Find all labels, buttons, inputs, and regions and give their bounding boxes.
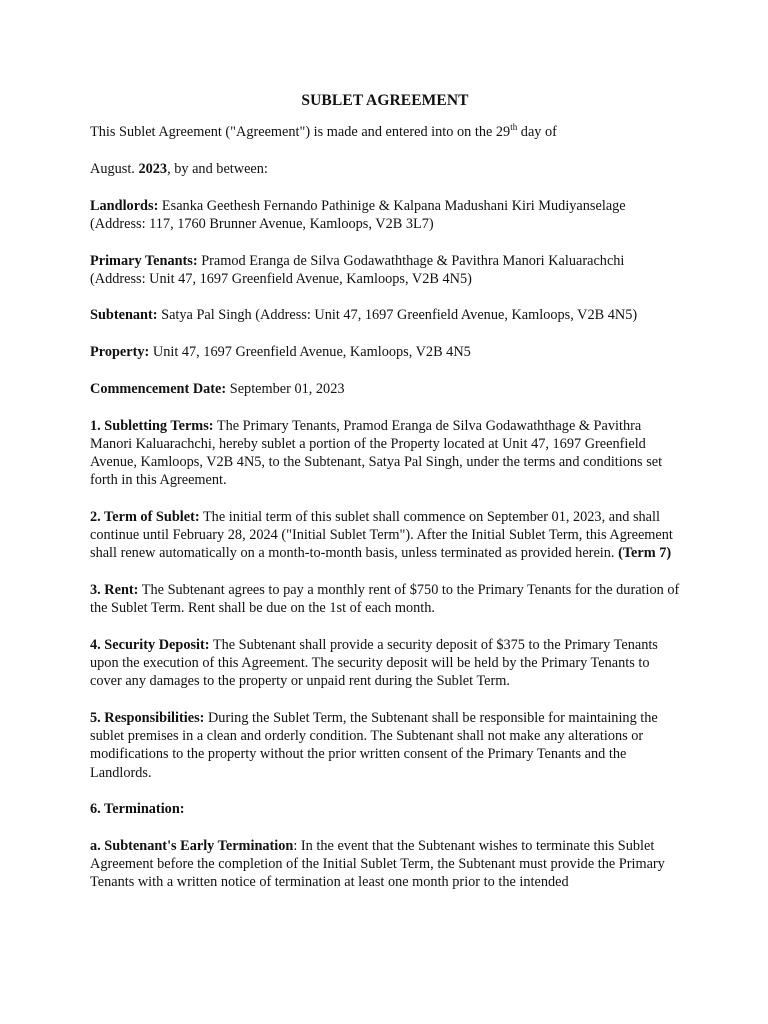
date-year: 2023 — [138, 160, 168, 177]
section-rent — [90, 581, 680, 617]
subsection-heading: a. Subtenant's Early Termination — [90, 837, 294, 854]
date-paragraph — [90, 160, 680, 178]
date-rest: , by and between: — [167, 160, 268, 177]
section-text: The Subtenant agrees to pay a monthly rent of $750 to the Primary Tenants for the duration of the Sublet Term. Rent shall be due on the 1st of each month. — [90, 581, 680, 617]
section-text: : In the event that the Subtenant wishes to terminate this Sublet Agreement before the completion of the Initial Sublet Term, the Subtenant must provide the Primary Tenants with a written notice of termination at least one month prior to the intended — [90, 837, 665, 891]
section-responsibilities — [90, 709, 680, 782]
intro-text-end: day of — [517, 124, 557, 141]
commencement-label: Commencement Date: — [90, 380, 227, 397]
section-text: The Primary Tenants, Pramod Eranga de Silva Godawaththage & Pavithra Manori Kaluarachchi, hereby sublet a portion of the Property located at Unit 47, 1697 Greenfield Avenue, Kamloops, V2B 4N5, to the Subtenant, Satya Pal Singh, under the terms and conditions set forth in this Agreement. — [90, 417, 663, 489]
subtenant-label: Subtenant: — [90, 307, 158, 324]
primary-tenants-paragraph — [90, 252, 680, 288]
document-title: SUBLET AGREEMENT — [301, 92, 469, 109]
date-month: August. — [90, 160, 139, 177]
term-reference: (Term 7) — [618, 545, 672, 562]
landlords-label: Landlords: — [90, 197, 159, 214]
section-heading: 3. Rent: — [90, 581, 139, 598]
primary-tenants-text: Pramod Eranga de Silva Godawaththage & Pavithra Manori Kaluarachchi (Address: Unit 47, 1697 Greenfield Avenue, Kamloops, V2B 4N5) — [90, 252, 625, 287]
landlords-text: Esanka Geethesh Fernando Pathinige & Kalpana Madushani Kiri Mudiyanselage (Address: 117, 1760 Brunner Avenue, Kamloops, V2B 3L7) — [90, 197, 626, 232]
section-text: The initial term of this sublet shall commence on September 01, 2023, and shall continue until February 28, 2024 ("Initial Sublet Term"). After the Initial Sublet Term, this Agreement shall renew automatically on a month-to-month basis, unless terminated as provided herein. — [90, 508, 673, 562]
primary-tenants-label: Primary Tenants: — [90, 252, 198, 269]
document-page — [90, 92, 680, 910]
landlords-paragraph — [90, 197, 680, 233]
subtenant-text: Satya Pal Singh (Address: Unit 47, 1697 Greenfield Avenue, Kamloops, V2B 4N5) — [157, 307, 638, 324]
section-heading: 5. Responsibilities: — [90, 709, 205, 726]
commencement-paragraph — [90, 380, 680, 398]
section-heading: 4. Security Deposit: — [90, 636, 210, 653]
section-early-termination — [90, 837, 680, 892]
commencement-text: September 01, 2023 — [226, 380, 345, 397]
section-termination — [90, 800, 680, 818]
property-text: Unit 47, 1697 Greenfield Avenue, Kamloops, V2B 4N5 — [149, 344, 471, 361]
section-text: The Subtenant shall provide a security deposit of $375 to the Primary Tenants upon the execution of this Agreement. The security deposit will be held by the Primary Tenants to cover any damages to the property or unpaid rent during the Sublet Term. — [90, 636, 658, 690]
intro-text: This Sublet Agreement ("Agreement") is made and entered into on the 29 — [90, 124, 511, 141]
section-heading: 1. Subletting Terms: — [90, 417, 214, 434]
section-subletting-terms — [90, 417, 680, 490]
property-label: Property: — [90, 344, 150, 361]
section-heading: 2. Term of Sublet: — [90, 508, 200, 525]
section-term-of-sublet — [90, 508, 680, 563]
intro-paragraph — [90, 123, 680, 141]
subtenant-paragraph — [90, 306, 680, 324]
intro-ordinal-suffix: th — [510, 122, 518, 133]
property-paragraph — [90, 343, 680, 361]
section-heading: 6. Termination: — [90, 801, 185, 818]
section-text: During the Sublet Term, the Subtenant shall be responsible for maintaining the sublet premises in a clean and orderly condition. The Subtenant shall not make any alterations or modifications to the property without the prior written consent of the Primary Tenants and the Landlords. — [90, 709, 658, 781]
section-security-deposit — [90, 636, 680, 691]
